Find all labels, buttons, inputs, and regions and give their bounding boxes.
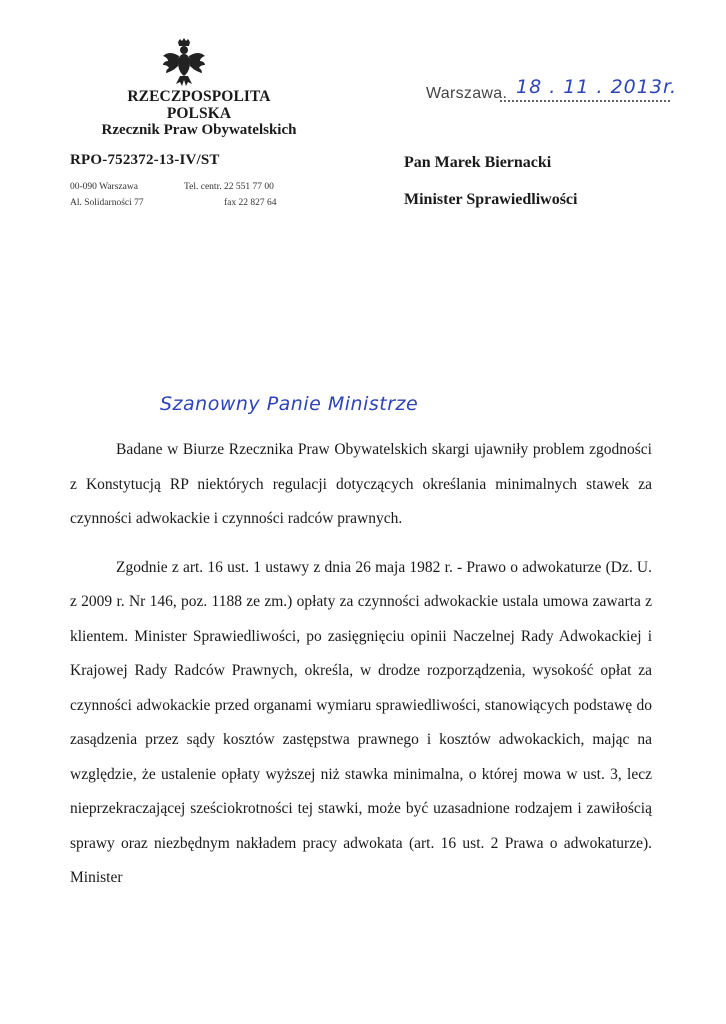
letter-body bbox=[70, 433, 652, 896]
body-paragraph: Badane w Biurze Rzecznika Praw Obywatelskich skargi ujawniły problem zgodności z Konstytucją RP niektórych regulacji dotyczących określania minimalnych stawek za czynności adwokackie i czynności radców prawnych. bbox=[70, 441, 652, 527]
institution-name: RZECZPOSPOLITA POLSKA bbox=[127, 88, 271, 122]
eagle-emblem-icon bbox=[162, 38, 206, 88]
handwritten-date: 18 . 11 . 2013r. bbox=[516, 76, 678, 98]
institution-header bbox=[94, 88, 304, 139]
address-fax: fax 22 827 64 bbox=[224, 198, 277, 208]
address-postal: 00-090 Warszawa bbox=[70, 182, 138, 192]
place-label: Warszawa. bbox=[426, 85, 508, 102]
address-street: Al. Solidarności 77 bbox=[70, 198, 144, 208]
date-dotted-line bbox=[500, 100, 670, 102]
institution-subtitle: Rzecznik Praw Obywatelskich bbox=[101, 122, 297, 138]
recipient-name: Pan Marek Biernacki bbox=[404, 154, 552, 171]
body-paragraph: Zgodnie z art. 16 ust. 1 ustawy z dnia 26 maja 1982 r. - Prawo o adwokaturze (Dz. U. z 2009 r. Nr 146, poz. 1188 ze zm.) opłaty za czynności adwokackie ustala umowa zawarta z klientem. Minister Sprawiedliwości, po zasięgnięciu opinii Naczelnej Rady Adwokackiej i Krajowej Rady Radców Prawnych, określa, w drodze rozporządzenia, wysokość opłat za czynności adwokackie przed organami wymiaru sprawiedliwości, stanowiących podstawę do zasądzenia przez sądy kosztów zastępstwa prawnego i kosztów adwokackich, mając na względzie, że ustalenie opłaty wyższej niż stawka minimalna, o której mowa w ust. 3, lecz nieprzekraczającej sześciokrotności tej stawki, może być uzasadnione rodzajem i zawiłością sprawy oraz niezbędnym nakładem pracy adwokata (art. 16 ust. 2 Prawa o adwokaturze). Minister bbox=[70, 558, 652, 886]
reference-number: RPO-752372-13-IV/ST bbox=[70, 152, 220, 168]
handwritten-greeting: Szanowny Panie Ministrze bbox=[160, 393, 419, 415]
recipient-title: Minister Sprawiedliwości bbox=[404, 191, 578, 208]
address-phone: Tel. centr. 22 551 77 00 bbox=[184, 182, 274, 192]
